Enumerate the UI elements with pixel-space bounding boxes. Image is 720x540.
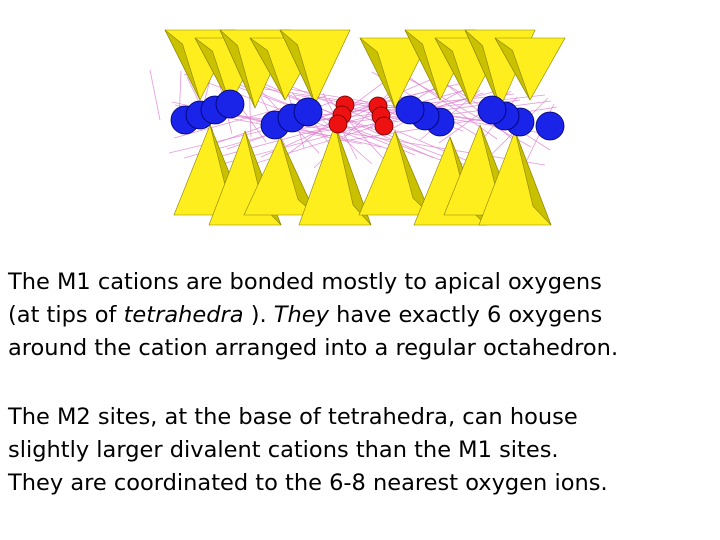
m2-line-1: The M2 sites, at the base of tetrahedra, can house	[8, 404, 578, 430]
m2-line-3: They are coordinated to the 6-8 nearest oxygen ions.	[8, 470, 608, 496]
m1-line-3: around the cation arranged into a regular octahedron.	[8, 335, 619, 361]
m2-cation-sphere	[216, 90, 244, 118]
m1-line-1: The M1 cations are bonded mostly to apical oxygens	[8, 269, 602, 295]
m1-cation-sphere	[329, 115, 347, 133]
m1-line-2-text-a: (at tips of	[8, 302, 124, 328]
bond-line	[150, 70, 160, 120]
m2-cation-sphere	[396, 96, 424, 124]
m1-line-2	[8, 299, 714, 332]
tetrahedron	[299, 125, 371, 225]
m1-line-2-italic-tetrahedra: tetrahedra	[123, 302, 244, 328]
m2-cation-sphere	[294, 98, 322, 126]
m2-cation-sphere	[478, 96, 506, 124]
m1-line-2-text-c: have exactly 6 oxygens	[328, 302, 603, 328]
m2-description-paragraph	[8, 401, 714, 500]
m2-cation-sphere	[536, 112, 564, 140]
m1-line-2-text-b: ).	[243, 302, 274, 328]
crystal-structure-figure	[0, 0, 720, 240]
m1-line-2-italic-they: They	[273, 302, 329, 328]
m1-description-paragraph	[8, 266, 714, 365]
m2-line-2: slightly larger divalent cations than the M1 sites.	[8, 437, 559, 463]
m1-cation-sphere	[375, 117, 393, 135]
